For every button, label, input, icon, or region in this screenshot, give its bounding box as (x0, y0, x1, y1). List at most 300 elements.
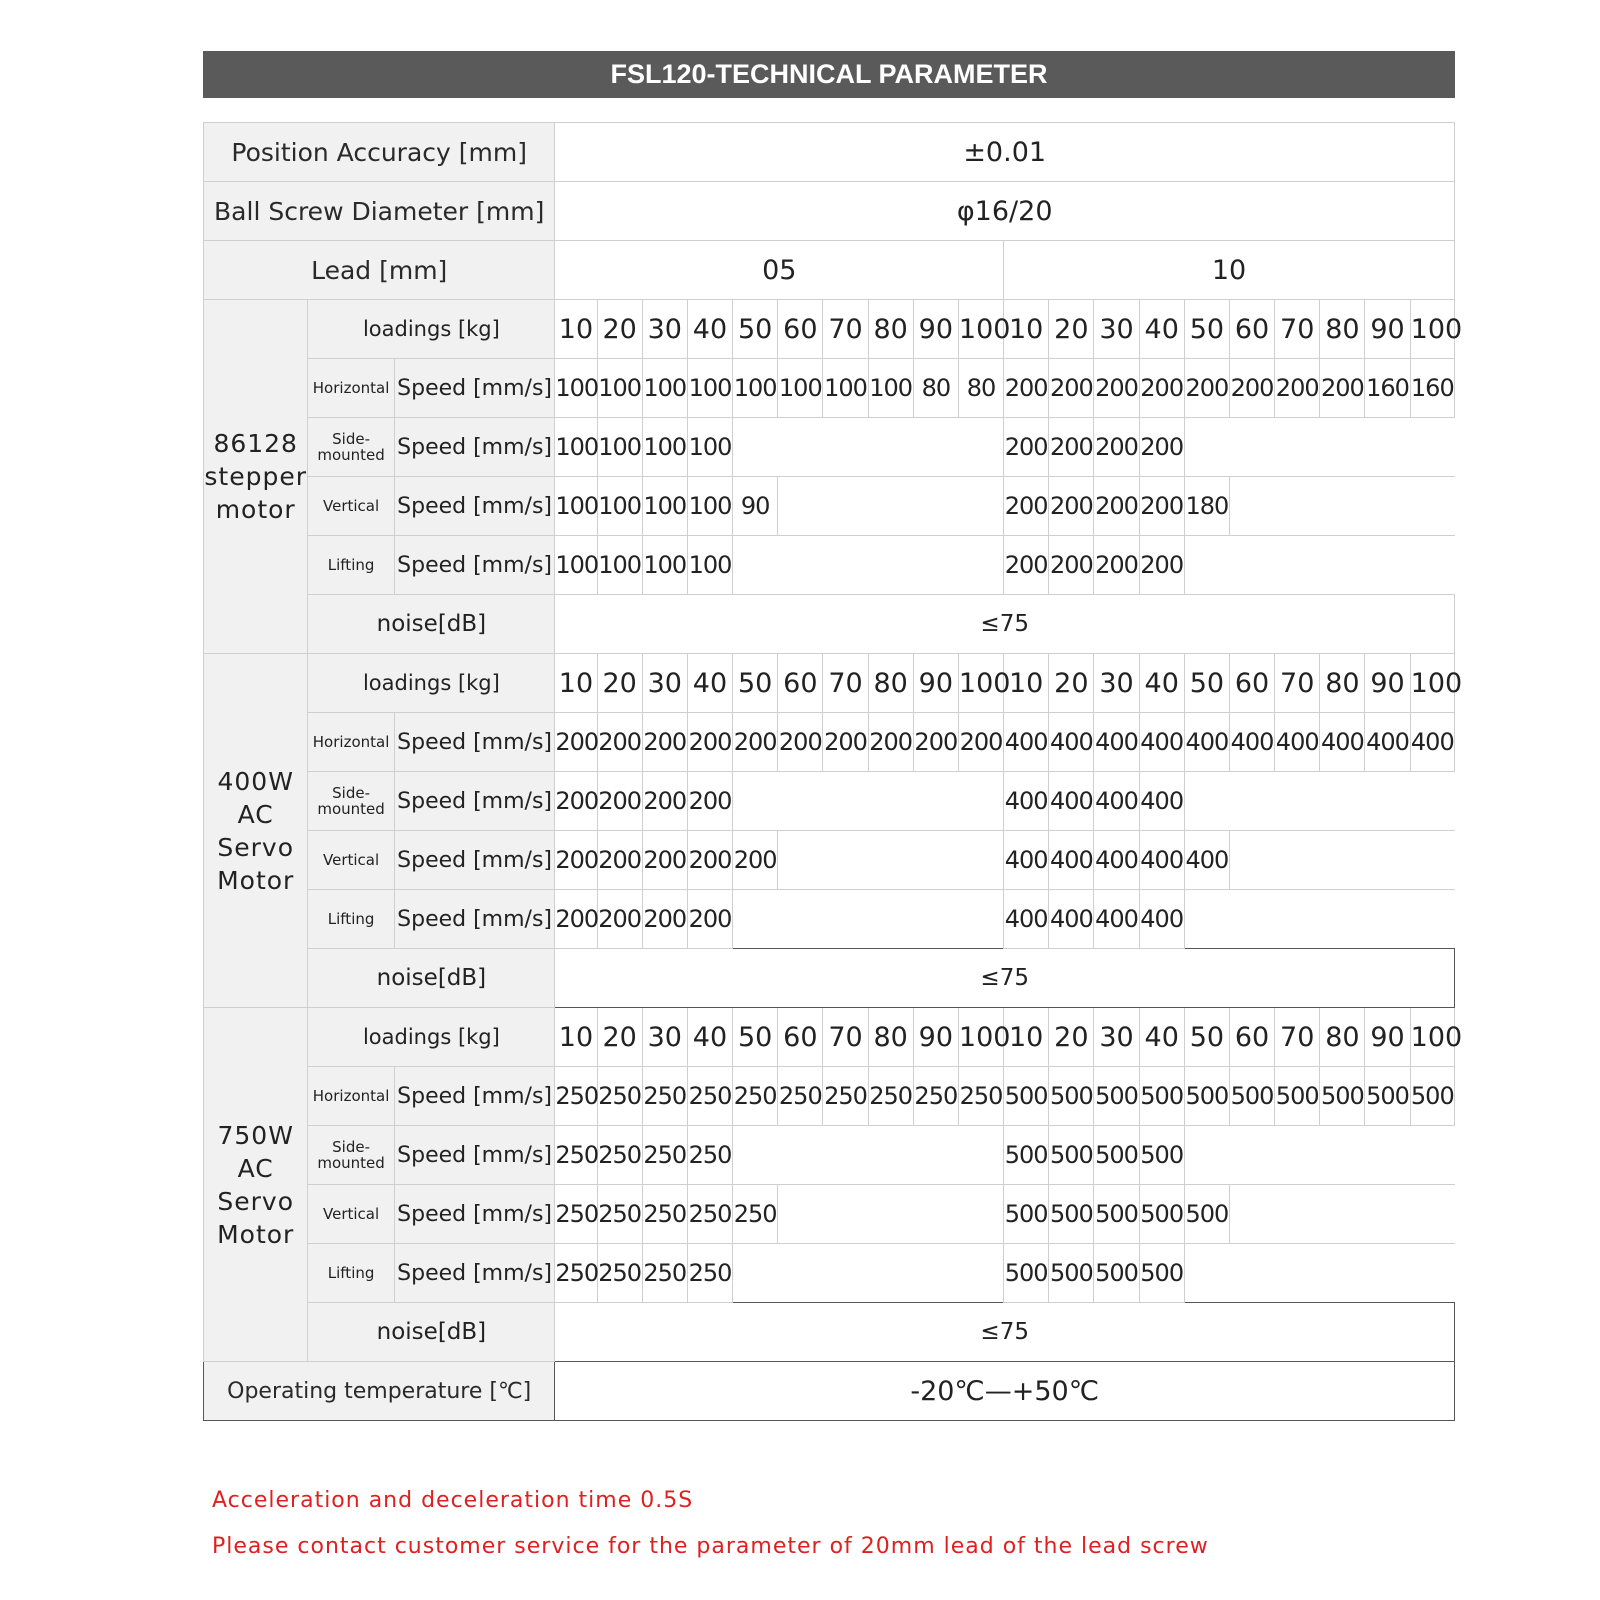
speed-value: 100 (597, 477, 642, 536)
loading-value: 80 (1320, 1008, 1365, 1067)
speed-value: 500 (1049, 1185, 1094, 1244)
speed-value: 400 (1049, 831, 1094, 890)
speed-value: 500 (1139, 1126, 1184, 1185)
loading-value: 40 (1139, 1008, 1184, 1067)
speed-value: 250 (958, 1067, 1003, 1126)
speed-value: 200 (1049, 536, 1094, 595)
empty-cell (1320, 536, 1365, 595)
table-row (204, 123, 1455, 182)
empty-cell (1275, 1126, 1320, 1185)
empty-cell (733, 418, 778, 477)
loading-value: 50 (733, 654, 778, 713)
table-row (204, 418, 1455, 477)
empty-cell (1320, 1126, 1365, 1185)
speed-value: 400 (1139, 890, 1184, 949)
speed-value: 180 (1184, 477, 1229, 536)
speed-value: 100 (687, 418, 732, 477)
speed-value: 200 (1275, 359, 1320, 418)
empty-cell (1320, 831, 1365, 890)
empty-cell (1320, 1244, 1365, 1303)
empty-cell (778, 1244, 823, 1303)
loading-value: 40 (1139, 654, 1184, 713)
empty-cell (1275, 536, 1320, 595)
empty-cell (778, 418, 823, 477)
empty-cell (1275, 831, 1320, 890)
speed-value: 500 (1094, 1185, 1139, 1244)
speed-value: 250 (555, 1244, 597, 1303)
empty-cell (823, 831, 868, 890)
ball-screw-value: φ16/20 (555, 182, 1455, 241)
speed-value: 200 (687, 713, 732, 772)
loading-value: 80 (868, 300, 913, 359)
empty-cell (1410, 831, 1454, 890)
noise-label: noise[dB] (308, 1303, 555, 1362)
loading-value: 60 (1229, 654, 1274, 713)
empty-cell (823, 772, 868, 831)
empty-cell (958, 1126, 1003, 1185)
empty-cell (1184, 890, 1229, 949)
speed-value: 500 (1094, 1126, 1139, 1185)
loading-value: 40 (1139, 300, 1184, 359)
table-row (204, 300, 1455, 359)
empty-cell (1275, 477, 1320, 536)
empty-cell (823, 1244, 868, 1303)
speed-value: 400 (1320, 713, 1365, 772)
empty-cell (1365, 890, 1410, 949)
table-row (204, 477, 1455, 536)
noise-value: ≤75 (555, 595, 1455, 654)
empty-cell (958, 772, 1003, 831)
table-row (204, 182, 1455, 241)
empty-cell (1229, 536, 1274, 595)
speed-value: 250 (597, 1126, 642, 1185)
speed-value: 400 (1004, 772, 1049, 831)
speed-value: 500 (1094, 1067, 1139, 1126)
position-accuracy-label: Position Accuracy [mm] (204, 123, 555, 182)
loading-value: 80 (868, 654, 913, 713)
noise-value: ≤75 (555, 1303, 1455, 1362)
loading-value: 90 (1365, 654, 1410, 713)
table-row (204, 949, 1455, 1008)
empty-cell (868, 536, 913, 595)
empty-cell (823, 536, 868, 595)
empty-cell (1320, 772, 1365, 831)
speed-value: 500 (1139, 1185, 1184, 1244)
loading-value: 20 (597, 300, 642, 359)
empty-cell (913, 418, 958, 477)
speed-value: 400 (1049, 890, 1094, 949)
loading-value: 20 (1049, 654, 1094, 713)
speed-value: 400 (1184, 831, 1229, 890)
loading-value: 10 (555, 1008, 597, 1067)
speed-label: Speed [mm/s] (394, 890, 555, 949)
lead-value-10: 10 (1004, 241, 1455, 300)
table-row (204, 831, 1455, 890)
table-row (204, 536, 1455, 595)
table-row (204, 654, 1455, 713)
orientation-lifting: Lifting (308, 536, 394, 595)
empty-cell (958, 831, 1003, 890)
orientation-horizontal: Horizontal (308, 359, 394, 418)
empty-cell (733, 772, 778, 831)
speed-label: Speed [mm/s] (394, 359, 555, 418)
empty-cell (913, 1126, 958, 1185)
speed-value: 400 (1004, 890, 1049, 949)
speed-label: Speed [mm/s] (394, 477, 555, 536)
empty-cell (1320, 477, 1365, 536)
empty-cell (1229, 772, 1274, 831)
table-row (204, 1067, 1455, 1126)
motor-name: 86128 stepper motor (204, 300, 308, 654)
empty-cell (868, 477, 913, 536)
table-row (204, 1008, 1455, 1067)
speed-value: 250 (823, 1067, 868, 1126)
empty-cell (1184, 1244, 1229, 1303)
speed-value: 200 (1004, 418, 1049, 477)
empty-cell (913, 890, 958, 949)
speed-value: 250 (642, 1244, 687, 1303)
speed-value: 100 (555, 536, 597, 595)
empty-cell (958, 477, 1003, 536)
empty-cell (1410, 772, 1454, 831)
speed-value: 400 (1410, 713, 1454, 772)
speed-value: 100 (642, 536, 687, 595)
speed-value: 200 (1139, 477, 1184, 536)
loading-value: 70 (1275, 654, 1320, 713)
speed-value: 100 (555, 359, 597, 418)
table-row (204, 1244, 1455, 1303)
speed-value: 100 (642, 359, 687, 418)
loading-value: 30 (642, 300, 687, 359)
empty-cell (1365, 1126, 1410, 1185)
loading-value: 30 (1094, 300, 1139, 359)
empty-cell (1229, 831, 1274, 890)
loadings-label: loadings [kg] (308, 654, 555, 713)
loadings-label: loadings [kg] (308, 300, 555, 359)
speed-value: 250 (868, 1067, 913, 1126)
speed-value: 100 (642, 477, 687, 536)
speed-value: 100 (687, 359, 732, 418)
speed-value: 100 (823, 359, 868, 418)
loading-value: 10 (1004, 654, 1049, 713)
orientation-side-mounted: Side- mounted (308, 1126, 394, 1185)
speed-label: Speed [mm/s] (394, 536, 555, 595)
empty-cell (868, 1126, 913, 1185)
orientation-horizontal: Horizontal (308, 713, 394, 772)
speed-value: 200 (823, 713, 868, 772)
empty-cell (1184, 418, 1229, 477)
speed-value: 400 (1139, 831, 1184, 890)
loadings-label: loadings [kg] (308, 1008, 555, 1067)
loading-value: 30 (1094, 1008, 1139, 1067)
loading-value: 50 (1184, 654, 1229, 713)
loading-value: 70 (823, 654, 868, 713)
speed-value: 200 (555, 772, 597, 831)
empty-cell (1410, 1185, 1454, 1244)
speed-value: 400 (1139, 713, 1184, 772)
speed-value: 400 (1004, 831, 1049, 890)
empty-cell (823, 1126, 868, 1185)
loading-value: 40 (687, 654, 732, 713)
empty-cell (1410, 1244, 1454, 1303)
loading-value: 70 (1275, 1008, 1320, 1067)
speed-value: 500 (1094, 1244, 1139, 1303)
speed-value: 250 (555, 1185, 597, 1244)
empty-cell (868, 1185, 913, 1244)
speed-value: 200 (642, 713, 687, 772)
empty-cell (733, 1244, 778, 1303)
empty-cell (778, 536, 823, 595)
speed-value: 400 (1275, 713, 1320, 772)
speed-value: 160 (1410, 359, 1454, 418)
speed-label: Speed [mm/s] (394, 772, 555, 831)
speed-value: 100 (687, 536, 732, 595)
speed-value: 250 (642, 1126, 687, 1185)
loading-value: 80 (1320, 300, 1365, 359)
orientation-horizontal: Horizontal (308, 1067, 394, 1126)
loading-value: 30 (642, 654, 687, 713)
empty-cell (823, 1185, 868, 1244)
empty-cell (1184, 772, 1229, 831)
speed-value: 500 (1049, 1067, 1094, 1126)
speed-value: 200 (1229, 359, 1274, 418)
empty-cell (1229, 418, 1274, 477)
speed-value: 250 (555, 1067, 597, 1126)
table-row (204, 1303, 1455, 1362)
speed-value: 200 (642, 772, 687, 831)
speed-value: 250 (642, 1067, 687, 1126)
speed-value: 100 (868, 359, 913, 418)
empty-cell (868, 1244, 913, 1303)
loading-value: 70 (823, 1008, 868, 1067)
empty-cell (1365, 831, 1410, 890)
speed-value: 200 (1320, 359, 1365, 418)
speed-value: 100 (778, 359, 823, 418)
speed-value: 200 (1139, 359, 1184, 418)
empty-cell (1229, 1126, 1274, 1185)
empty-cell (1184, 1126, 1229, 1185)
page-title: FSL120-TECHNICAL PARAMETER (203, 51, 1455, 98)
empty-cell (1365, 1185, 1410, 1244)
empty-cell (868, 890, 913, 949)
speed-value: 500 (1004, 1244, 1049, 1303)
orientation-side-mounted: Side- mounted (308, 772, 394, 831)
speed-value: 500 (1049, 1244, 1094, 1303)
speed-value: 200 (1139, 536, 1184, 595)
speed-value: 400 (1049, 772, 1094, 831)
speed-value: 500 (1139, 1244, 1184, 1303)
technical-parameter-table (203, 122, 1463, 1421)
empty-cell (913, 536, 958, 595)
speed-label: Speed [mm/s] (394, 1126, 555, 1185)
empty-cell (913, 772, 958, 831)
loading-value: 20 (597, 1008, 642, 1067)
speed-value: 200 (555, 713, 597, 772)
loading-value: 10 (555, 654, 597, 713)
table-row (204, 595, 1455, 654)
speed-value: 200 (687, 890, 732, 949)
empty-cell (1320, 1185, 1365, 1244)
speed-value: 250 (555, 1126, 597, 1185)
speed-value: 250 (597, 1067, 642, 1126)
noise-label: noise[dB] (308, 949, 555, 1008)
speed-value: 200 (687, 831, 732, 890)
speed-value: 200 (597, 713, 642, 772)
empty-cell (1275, 1185, 1320, 1244)
empty-cell (1365, 418, 1410, 477)
speed-value: 250 (687, 1244, 732, 1303)
loading-value: 60 (1229, 1008, 1274, 1067)
table-row (204, 890, 1455, 949)
orientation-lifting: Lifting (308, 1244, 394, 1303)
loading-value: 40 (687, 300, 732, 359)
note-contact-service: Please contact customer service for the parameter of 20mm lead of the lead screw (212, 1534, 1209, 1559)
speed-value: 200 (778, 713, 823, 772)
loading-value: 10 (1004, 300, 1049, 359)
empty-cell (1365, 1244, 1410, 1303)
table-row (204, 1362, 1455, 1421)
note-acceleration: Acceleration and deceleration time 0.5S (212, 1488, 694, 1513)
speed-value: 160 (1365, 359, 1410, 418)
speed-value: 400 (1229, 713, 1274, 772)
speed-label: Speed [mm/s] (394, 1067, 555, 1126)
speed-value: 100 (597, 418, 642, 477)
empty-cell (1229, 1185, 1274, 1244)
speed-label: Speed [mm/s] (394, 713, 555, 772)
speed-value: 80 (958, 359, 1003, 418)
position-accuracy-value: ±0.01 (555, 123, 1455, 182)
empty-cell (1410, 1126, 1454, 1185)
loading-value: 60 (1229, 300, 1274, 359)
speed-value: 100 (555, 418, 597, 477)
empty-cell (1410, 477, 1454, 536)
lead-label: Lead [mm] (204, 241, 555, 300)
speed-value: 200 (1049, 418, 1094, 477)
empty-cell (868, 418, 913, 477)
empty-cell (958, 1244, 1003, 1303)
speed-value: 200 (913, 713, 958, 772)
speed-value: 100 (597, 359, 642, 418)
empty-cell (823, 477, 868, 536)
empty-cell (868, 772, 913, 831)
speed-value: 400 (1365, 713, 1410, 772)
speed-value: 200 (733, 831, 778, 890)
orientation-side-mounted: Side- mounted (308, 418, 394, 477)
speed-value: 200 (1049, 477, 1094, 536)
speed-value: 500 (1229, 1067, 1274, 1126)
empty-cell (958, 890, 1003, 949)
speed-value: 250 (687, 1185, 732, 1244)
empty-cell (868, 831, 913, 890)
speed-value: 250 (913, 1067, 958, 1126)
speed-value: 80 (913, 359, 958, 418)
speed-value: 400 (1094, 713, 1139, 772)
speed-value: 500 (1004, 1126, 1049, 1185)
speed-value: 500 (1139, 1067, 1184, 1126)
empty-cell (958, 536, 1003, 595)
empty-cell (733, 536, 778, 595)
empty-cell (1275, 1244, 1320, 1303)
speed-value: 250 (687, 1067, 732, 1126)
speed-value: 200 (1094, 418, 1139, 477)
loading-value: 80 (1320, 654, 1365, 713)
motor-name: 750W AC Servo Motor (204, 1008, 308, 1362)
speed-value: 500 (1184, 1067, 1229, 1126)
loading-value: 100 (958, 300, 1003, 359)
empty-cell (913, 477, 958, 536)
empty-cell (1275, 418, 1320, 477)
operating-temperature-value: -20℃—+50℃ (555, 1362, 1455, 1421)
empty-cell (958, 418, 1003, 477)
empty-cell (1275, 772, 1320, 831)
orientation-vertical: Vertical (308, 477, 394, 536)
speed-value: 400 (1049, 713, 1094, 772)
speed-label: Speed [mm/s] (394, 831, 555, 890)
speed-value: 400 (1139, 772, 1184, 831)
speed-value: 200 (1004, 359, 1049, 418)
loading-value: 20 (597, 654, 642, 713)
loading-value: 60 (778, 300, 823, 359)
operating-temperature-label: Operating temperature [℃] (204, 1362, 555, 1421)
speed-value: 200 (555, 890, 597, 949)
noise-value: ≤75 (555, 949, 1455, 1008)
loading-value: 40 (687, 1008, 732, 1067)
loading-value: 100 (1410, 654, 1454, 713)
empty-cell (1365, 772, 1410, 831)
orientation-vertical: Vertical (308, 1185, 394, 1244)
speed-value: 200 (597, 831, 642, 890)
empty-cell (778, 890, 823, 949)
speed-value: 500 (1184, 1185, 1229, 1244)
empty-cell (1410, 536, 1454, 595)
empty-cell (733, 1126, 778, 1185)
speed-value: 400 (1004, 713, 1049, 772)
speed-value: 500 (1004, 1185, 1049, 1244)
empty-cell (1410, 890, 1454, 949)
speed-value: 400 (1184, 713, 1229, 772)
speed-value: 250 (733, 1185, 778, 1244)
speed-value: 90 (733, 477, 778, 536)
speed-value: 500 (1365, 1067, 1410, 1126)
speed-value: 500 (1410, 1067, 1454, 1126)
table-row (204, 772, 1455, 831)
speed-label: Speed [mm/s] (394, 1185, 555, 1244)
loading-value: 90 (1365, 1008, 1410, 1067)
empty-cell (778, 831, 823, 890)
speed-value: 200 (555, 831, 597, 890)
speed-value: 200 (1049, 359, 1094, 418)
loading-value: 10 (1004, 1008, 1049, 1067)
table-row (204, 1185, 1455, 1244)
loading-value: 60 (778, 654, 823, 713)
orientation-lifting: Lifting (308, 890, 394, 949)
speed-value: 100 (555, 477, 597, 536)
loading-value: 90 (1365, 300, 1410, 359)
noise-label: noise[dB] (308, 595, 555, 654)
motor-name: 400W AC Servo Motor (204, 654, 308, 1008)
empty-cell (823, 890, 868, 949)
speed-value: 200 (687, 772, 732, 831)
loading-value: 50 (733, 300, 778, 359)
loading-value: 20 (1049, 300, 1094, 359)
speed-value: 500 (1275, 1067, 1320, 1126)
speed-value: 250 (778, 1067, 823, 1126)
loading-value: 20 (1049, 1008, 1094, 1067)
empty-cell (733, 890, 778, 949)
ball-screw-label: Ball Screw Diameter [mm] (204, 182, 555, 241)
speed-value: 100 (687, 477, 732, 536)
empty-cell (1365, 477, 1410, 536)
